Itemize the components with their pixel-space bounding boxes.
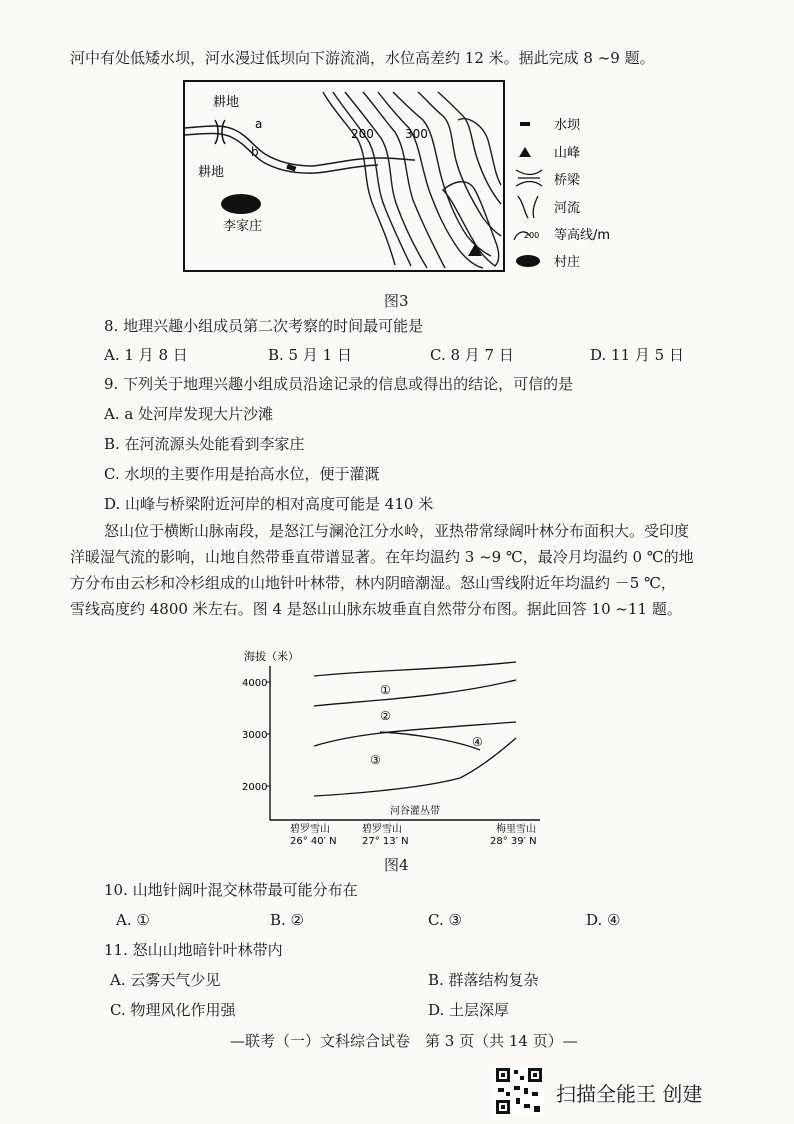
zone-4-label: ④ xyxy=(472,735,483,749)
q10-option-d: D. ④ xyxy=(586,911,621,929)
q8-stem: 8. 地理兴趣小组成员第二次考察的时间最可能是 xyxy=(104,317,424,335)
y-tick-3000: 3000 xyxy=(242,730,268,741)
x-coord-2: 27° 13′ N xyxy=(362,836,409,846)
contour-map xyxy=(183,80,505,272)
passage-line: 洋暖湿气流的影响，山地自然带垂直带谱显著。在年均温约 3 ~9 ℃，最冷月均温约 0 ℃的地 xyxy=(70,548,694,566)
zone-3-label: ③ xyxy=(370,753,381,767)
q10-option-c: C. ③ xyxy=(428,911,462,929)
point-b-label: b xyxy=(251,145,259,159)
legend-bridge-label: 桥梁 xyxy=(554,173,581,188)
zone-1-label: ① xyxy=(380,683,391,697)
q11-option-d: D. 土层深厚 xyxy=(428,1001,510,1019)
q9-option-b: B. 在河流源头处能看到李家庄 xyxy=(104,435,305,453)
figure4-caption: 图4 xyxy=(384,856,409,874)
passage-line: 雪线高度约 4800 米左右。图 4 是怒山山脉东坡垂直自然带分布图。据此回答 10 ~11 题。 xyxy=(70,600,682,618)
peak-icon xyxy=(519,147,531,157)
legend-river-label: 河流 xyxy=(554,201,581,216)
x-location-1: 碧罗雪山 xyxy=(290,824,330,835)
vertical-zone-diagram xyxy=(240,646,560,846)
legend-contour-label: 等高线/m xyxy=(554,228,611,243)
x-coord-1: 26° 40′ N xyxy=(290,836,337,846)
village-label: 李家庄 xyxy=(223,219,263,234)
q11-option-a: A. 云雾天气少见 xyxy=(110,971,221,989)
x-location-3: 梅里雪山 xyxy=(496,824,536,835)
q8-option-b: B. 5 月 1 日 xyxy=(268,346,352,364)
passage-line: 方分布由云杉和冷杉组成的山地针叶林带，林内阴暗潮湿。怒山雪线附近年均温约 －5 ℃， xyxy=(70,574,676,592)
x-coord-3: 28° 39′ N xyxy=(490,836,537,846)
q9-option-d: D. 山峰与桥梁附近河岸的相对高度可能是 410 米 xyxy=(104,495,434,513)
q9-option-a: A. a 处河岸发现大片沙滩 xyxy=(104,405,274,423)
q11-option-c: C. 物理风化作用强 xyxy=(110,1001,236,1019)
map-legend xyxy=(512,112,622,274)
x-location-2: 碧罗雪山 xyxy=(362,824,402,835)
contour-200-label: 200 xyxy=(351,127,374,141)
legend-peak-label: 山峰 xyxy=(554,146,581,161)
legend-dam-label: 水坝 xyxy=(554,118,581,133)
bottom-zone-label: 河谷灌丛带 xyxy=(390,806,440,817)
q11-option-b: B. 群落结构复杂 xyxy=(428,971,539,989)
q10-option-b: B. ② xyxy=(270,911,305,929)
bridge-icon xyxy=(516,170,542,186)
contour-300-label: 300 xyxy=(405,127,428,141)
village-icon xyxy=(516,255,540,267)
passage xyxy=(70,518,730,622)
river-icon xyxy=(518,196,538,218)
q9-stem: 9. 下列关于地理兴趣小组成员沿途记录的信息或得出的结论，可信的是 xyxy=(104,375,574,393)
contour-icon xyxy=(514,231,539,240)
q8-option-c: C. 8 月 7 日 xyxy=(430,346,514,364)
y-tick-2000: 2000 xyxy=(242,782,268,793)
q11-stem: 11. 怒山山地暗针叶林带内 xyxy=(104,941,283,959)
y-tick-4000: 4000 xyxy=(242,678,268,689)
figure3-caption: 图3 xyxy=(384,292,409,310)
page-footer: —联考（一）文科综合试卷 第 3 页（共 14 页）— xyxy=(230,1032,578,1050)
farmland-left-label: 耕地 xyxy=(198,165,225,180)
point-a-label: a xyxy=(255,117,263,131)
y-axis-label: 海拔（米） xyxy=(244,650,299,663)
zone-2-label: ② xyxy=(380,709,391,723)
q8-option-a: A. 1 月 8 日 xyxy=(104,346,188,364)
q10-option-a: A. ① xyxy=(116,911,150,929)
farmland-top-label: 耕地 xyxy=(213,95,240,110)
dam-icon xyxy=(520,122,530,126)
passage-line: 怒山位于横断山脉南段，是怒江与澜沧江分水岭，亚热带常绿阔叶林分布面积大。受印度 xyxy=(104,522,690,540)
q9-option-c: C. 水坝的主要作用是抬高水位，便于灌溉 xyxy=(104,465,380,483)
legend-village-label: 村庄 xyxy=(554,255,581,270)
q8-option-d: D. 11 月 5 日 xyxy=(590,346,684,364)
q10-stem: 10. 山地针阔叶混交林带最可能分布在 xyxy=(104,881,358,899)
qr-code-icon xyxy=(494,1066,544,1116)
svg-text:200: 200 xyxy=(524,231,540,240)
scanner-watermark: 扫描全能王 创建 xyxy=(556,1082,703,1106)
intro-line: 河中有处低矮水坝，河水漫过低坝向下游流淌，水位高差约 12 米。据此完成 8 ~9 题。 xyxy=(70,49,655,67)
